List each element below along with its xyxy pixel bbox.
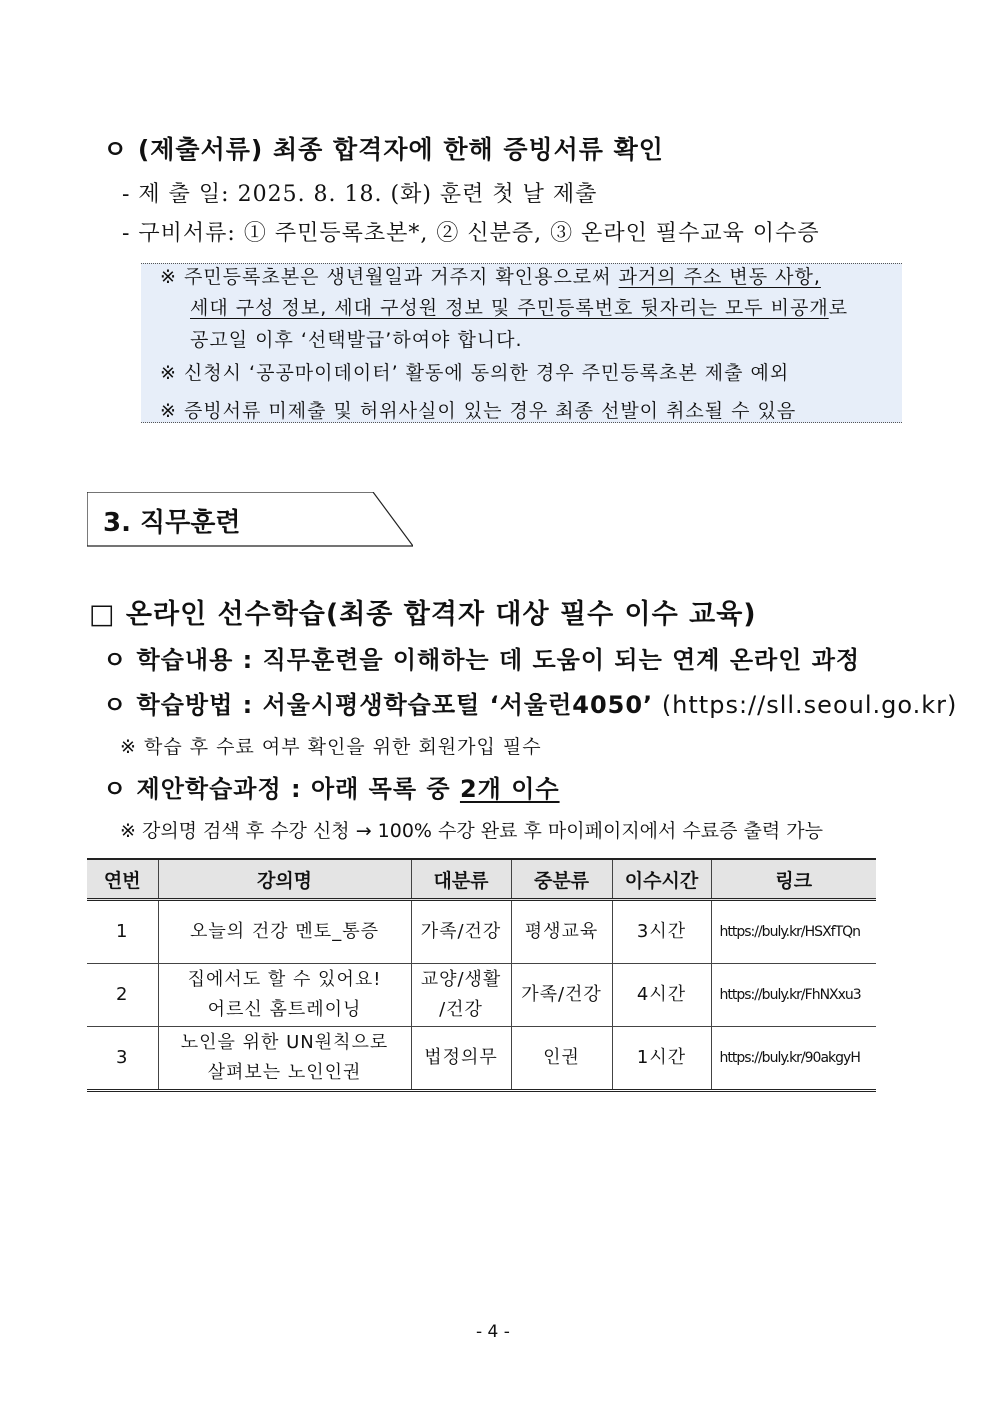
cell-major-line2: /건강 xyxy=(439,999,483,1020)
course-note: ※ 강의명 검색 후 수강 신청 → 100% 수강 완료 후 마이페이지에서 수료증 출력 가능 xyxy=(120,820,823,842)
submit-docs-heading: ㅇ (제출서류) 최종 합격자에 한해 증빙서류 확인 xyxy=(103,135,664,164)
cell-major-line1: 교양/생활 xyxy=(420,969,502,990)
cell-title-line1: 오늘의 건강 멘토_통증 xyxy=(190,921,379,942)
cell-link[interactable]: https://buly.kr/FhNXxu3 xyxy=(711,964,876,1027)
cell-title-line2: 살펴보는 노인인권 xyxy=(207,1062,362,1083)
cell-title xyxy=(158,1027,411,1091)
suggested-courses-count: 2개 이수 xyxy=(459,775,560,803)
cell-title-line2: 어르신 홈트레이닝 xyxy=(207,999,362,1020)
cell-major xyxy=(411,900,511,964)
cell-hours: 4시간 xyxy=(612,964,711,1027)
note-2: ※ 신청시 ‘공공마이데이터’ 활동에 동의한 경우 주민등록초본 제출 예외 xyxy=(160,362,790,384)
page-number: - 4 - xyxy=(476,1322,510,1342)
cell-minor: 가족/건강 xyxy=(511,964,612,1027)
cell-major-line1: 가족/건강 xyxy=(420,921,502,942)
cell-major-line1: 법정의무 xyxy=(424,1047,498,1068)
col-header-link: 링크 xyxy=(711,859,876,900)
table-row xyxy=(87,1027,876,1091)
note-1-line-2-suffix: 로 xyxy=(828,297,849,319)
cell-major xyxy=(411,1027,511,1091)
col-header-major: 대분류 xyxy=(411,859,511,900)
learning-method-url[interactable]: (https://sll.seoul.go.kr) xyxy=(653,691,958,719)
suggested-courses-label: ㅇ 제안학습과정 : 아래 목록 중 xyxy=(103,775,460,803)
section-title: 3. 직무훈련 xyxy=(103,508,241,538)
table-row xyxy=(87,900,876,964)
submit-date-line: - 제 출 일: 2025. 8. 18. (화) 훈련 첫 날 제출 xyxy=(122,182,598,207)
cell-title xyxy=(158,900,411,964)
suggested-courses xyxy=(103,769,560,804)
learning-method-label: ㅇ 학습방법 : 서울시평생학습포털 ‘서울런4050’ xyxy=(103,691,654,719)
learning-method xyxy=(103,685,957,720)
col-header-no: 연번 xyxy=(87,859,158,900)
table-header-row xyxy=(87,859,876,900)
note-1-line-1-underlined: 과거의 주소 변동 사항, xyxy=(618,266,821,288)
note-1-line-1 xyxy=(160,262,821,289)
cell-link[interactable]: https://buly.kr/HSXfTQn xyxy=(711,900,876,964)
table-row xyxy=(87,964,876,1027)
note-1-line-2-underlined: 세대 구성 정보, 세대 구성원 정보 및 주민등록번호 뒷자리는 모두 비공개 xyxy=(190,297,829,319)
method-note: ※ 학습 후 수료 여부 확인을 위한 회원가입 필수 xyxy=(120,736,542,758)
note-1-line-1-prefix: ※ 주민등록초본은 생년월일과 거주지 확인용으로써 xyxy=(160,266,619,288)
cell-hours: 3시간 xyxy=(612,900,711,964)
note-1-line-3: 공고일 이후 ‘선택발급’하여야 합니다. xyxy=(190,329,523,351)
cell-no: 1 xyxy=(87,900,158,964)
course-table xyxy=(87,858,876,1092)
note-1-line-2 xyxy=(190,293,848,320)
cell-link[interactable]: https://buly.kr/90akgyH xyxy=(711,1027,876,1091)
cell-title-line1: 노인을 위한 UN원칙으로 xyxy=(180,1032,389,1053)
cell-hours: 1시간 xyxy=(612,1027,711,1091)
cell-minor: 인권 xyxy=(511,1027,612,1091)
cell-minor: 평생교육 xyxy=(511,900,612,964)
learning-content: ㅇ 학습내용 : 직무훈련을 이해하는 데 도움이 되는 연계 온라인 과정 xyxy=(103,646,861,674)
cell-no: 3 xyxy=(87,1027,158,1091)
col-header-title: 강의명 xyxy=(158,859,411,900)
cell-major xyxy=(411,964,511,1027)
col-header-hours: 이수시간 xyxy=(612,859,711,900)
online-heading: □ 온라인 선수학습(최종 합격자 대상 필수 이수 교육) xyxy=(89,599,757,630)
col-header-minor: 중분류 xyxy=(511,859,612,900)
note-3: ※ 증빙서류 미제출 및 허위사실이 있는 경우 최종 선발이 취소될 수 있음 xyxy=(160,400,797,422)
cell-no: 2 xyxy=(87,964,158,1027)
required-docs-line: - 구비서류: ① 주민등록초본*, ② 신분증, ③ 온라인 필수교육 이수증 xyxy=(122,221,820,246)
cell-title xyxy=(158,964,411,1027)
cell-title-line1: 집에서도 할 수 있어요! xyxy=(187,969,382,990)
